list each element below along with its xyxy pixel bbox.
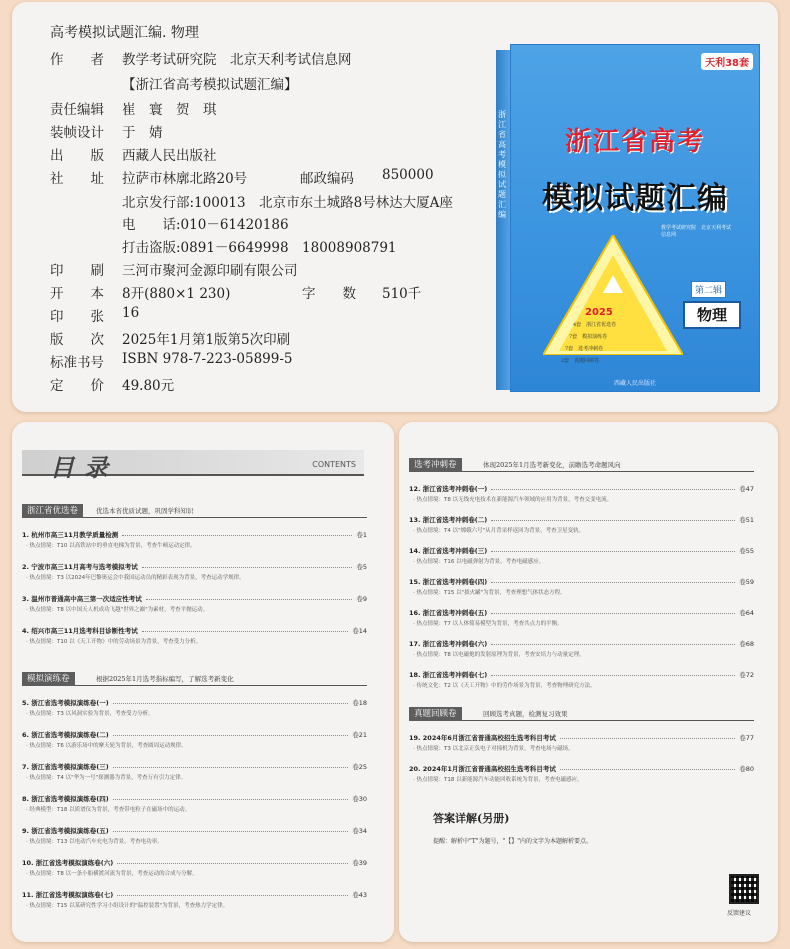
cover-publisher: 西藏人民出版社 [613,380,656,387]
copyright-row-value: 三河市聚河金源印刷有限公司 [122,263,298,279]
toc-section-note: 根据2025年1月选考指标编写，了解选考新变化 [96,675,234,683]
toc-entry-title: 2. 宁波市高三11月高考与选考模拟考试 [22,563,138,571]
copyright-row-value: 崔 寰 贺 琪 [122,102,217,118]
toc-section-tag: 模拟演练卷 [22,672,75,686]
spine-text: 浙江省高考模拟试题汇编 [498,110,506,219]
toc-entry-page: 卷59 [739,578,754,586]
toc-entry-page: 卷5 [356,563,367,571]
cover-editor: 教学考试研究院 北京天利考试信息网 [661,225,732,238]
toc-entry-title: 7. 浙江省选考模拟演练卷(三) [22,763,109,771]
copyright-row-label: 印 张 [50,309,104,325]
toc-entry-hint: · 热点情境：T8 以一条小船横渡河流为背景，考查运动的合成与分解。 [26,871,198,877]
toc-leader-dots [491,613,735,614]
toc-entry-title: 13. 浙江省选考冲刺卷(二) [409,516,488,524]
toc-entry-hint: · 经典模型：T18 以质谱仪为背景，考查带电粒子在磁场中的运动。 [26,807,191,813]
copyright-row [50,191,453,211]
answer-note: 提醒：解析中"T"为题号，"【】"内的文字为本题解析要点。 [433,838,593,845]
postcode-value: 850000 [382,167,434,183]
toc-entry-page: 卷55 [739,547,754,555]
toc-entry-title: 8. 浙江省选考模拟演练卷(四) [22,795,109,803]
toc-leader-dots [491,582,735,583]
cover-title-line2: 模拟试题汇编 [542,181,728,216]
toc-entry-title: 10. 浙江省选考模拟演练卷(六) [22,859,114,867]
toc-leader-dots [560,769,735,770]
toc-section-header [22,504,367,518]
toc-right-card [399,422,778,942]
toc-section-note: 体现2025年1月选考新变化，前瞻选考命题风向 [483,461,621,469]
toc-leader-dots [113,703,348,704]
copyright-row-label: 作 者 [50,52,104,68]
toc-entry-page: 卷1 [356,531,367,539]
copyright-row [50,213,289,233]
toc-section-header [22,672,367,686]
toc-section-tag: 真题回顾卷 [409,707,462,721]
copyright-row-value: 西藏人民出版社 [122,148,217,164]
toc-section-header [409,707,754,721]
copyright-row-label: 版 次 [50,332,104,348]
toc-leader-dots [560,738,735,739]
copyright-row-label: 社 址 [50,171,104,187]
tier-3: 7套 选考冲刺卷 [565,346,604,352]
words-label: 字 数 [302,286,356,302]
toc-leader-dots [491,551,735,552]
copyright-row-value: ISBN 978-7-223-05899-5 [122,351,293,367]
book-cover [496,44,760,392]
copyright-row [50,144,217,164]
copyright-row-value: 2025年1月第1版第5次印刷 [122,332,291,348]
copyright-row [50,98,217,118]
toc-leader-dots [142,567,352,568]
toc-entry-page: 卷47 [739,485,754,493]
toc-entry-hint: · 热点情境：T7 以人体简易模型为背景，考查共点力的平衡。 [413,621,563,627]
toc-entry-hint: · 热点情境：T13 以电动汽车充电为背景，考查电功率。 [26,839,163,845]
toc-leader-dots [117,863,348,864]
copyright-row-label: 开 本 [50,286,104,302]
copyright-row [50,328,291,348]
toc-entry-hint: · 热点情境：T3 以2024年巴黎奥运会中我国运动员的精彩表现为背景，考查运动学规律。 [26,575,245,581]
toc-section-note: 回顾选考真题，检测复习效果 [483,710,568,718]
subject-badge: 物理 [683,301,741,329]
copyright-row-value: 16 [122,305,140,321]
copyright-card [12,2,778,412]
copyright-row-label: 出 版 [50,148,104,164]
toc-leader-dots [491,675,735,676]
tier-4: 2套 真题回顾卷 [561,358,600,364]
words-value: 510千 [382,286,422,302]
pyramid-graphic [543,235,683,355]
copyright-row [50,48,352,68]
toc-heading: 目录 [50,453,118,482]
toc-heading-en: CONTENTS [312,460,356,469]
toc-entry-page: 卷64 [739,609,754,617]
toc-entry-page: 卷80 [739,765,754,773]
copyright-row-value: 拉萨市林廓北路20号 [122,171,248,187]
toc-entry-title: 1. 杭州市高三11月教学质量检测 [22,531,119,539]
toc-entry-title: 4. 绍兴市高三11月选考科目诊断性考试 [22,627,138,635]
toc-left-card [12,422,394,942]
copyright-row-value: 打击盗版:0891－6649998 18008908791 [122,240,397,256]
toc-entry-hint: · 热点情境：T3 以北京正负电子对撞机为背景，考查电场与磁场。 [413,746,574,752]
toc-entry-hint: · 热点情境：T4 以"华为一号"探测器为背景，考查万有引力定律。 [26,775,187,781]
qr-code[interactable] [729,874,759,904]
copyright-row-label: 定 价 [50,378,104,394]
toc-leader-dots [142,631,348,632]
copyright-row [50,374,175,394]
toc-entry-hint: · 热点情境：T6 以游乐场中的摩天轮为背景，考查圆周运动规律。 [26,743,187,749]
toc-entry-hint: · 热点情境：T10 以《天工开物》中的劳动场景为背景，考查受力分析。 [26,639,202,645]
postcode-label: 邮政编码 [300,171,354,187]
toc-entry-title: 18. 浙江省选考冲刺卷(七) [409,671,488,679]
copyright-row-label: 标准书号 [50,355,104,371]
copyright-row-value: 电 话:010－61420186 [122,217,289,233]
toc-entry-hint: · 热点情境：T4 以"嫦娥六号"从月背采样返回为背景，考查卫星变轨。 [413,528,585,534]
toc-entry-page: 卷39 [352,859,367,867]
copyright-row-value: 北京发行部:100013 北京市东土城路8号林达大厦A座 [122,195,453,211]
copyright-row-value: 教学考试研究院 北京天利考试信息网 [122,52,352,68]
copyright-row [50,282,231,302]
toc-entry-hint: · 传统文化：T2 以《天工开物》中的劳作场景为背景，考查物理研究方法。 [413,683,596,689]
copyright-row [50,236,397,256]
toc-entry-title: 20. 2024年1月浙江省普通高校招生选考科目考试 [409,765,556,773]
toc-entry-hint: · 热点情境：T3 以风洞实验为背景，考查受力分析。 [26,711,154,717]
toc-leader-dots [113,831,348,832]
toc-entry-hint: · 热点情境：T10 以高铁站中的垂直电梯为背景，考查牛顿运动定律。 [26,543,196,549]
copyright-row-value: 【浙江省高考模拟试题汇编】 [122,77,298,93]
toc-leader-dots [113,735,348,736]
toc-entry-title: 5. 浙江省选考模拟演练卷(一) [22,699,109,707]
toc-heading-bar [22,450,364,482]
toc-section-tag: 选考冲刺卷 [409,458,462,472]
toc-entry-page: 卷9 [356,595,367,603]
toc-entry-page: 卷51 [739,516,754,524]
toc-entry-title: 6. 浙江省选考模拟演练卷(二) [22,731,109,739]
toc-leader-dots [113,799,348,800]
toc-entry-hint: · 热点情境：T15 以"拔火罐"为背景，考查理想气体状态方程。 [413,590,566,596]
toc-entry-title: 3. 温州市普通高中高三第一次适应性考试 [22,595,142,603]
toc-entry-page: 卷25 [352,763,367,771]
copyright-row [50,259,298,279]
toc-entry-title: 19. 2024年6月浙江省普通高校招生选考科目考试 [409,734,556,742]
toc-entry-page: 卷43 [352,891,367,899]
copyright-row-value: 49.80元 [122,378,175,394]
copyright-row-value: 于 婧 [122,125,163,141]
toc-leader-dots [491,644,735,645]
toc-leader-dots [491,489,735,490]
copyright-row-label: 责任编辑 [50,102,104,118]
qr-label: 反馈建议 [727,910,752,917]
toc-entry-hint: · 热点情境：T18 以新能源汽车动能回收系统为背景，考查电磁感应。 [413,777,583,783]
edition-badge: 第二辑 [691,281,726,298]
copyright-row [50,73,298,93]
answer-title: 答案详解(另册) [433,812,510,825]
cover-title-line1: 浙江省高考 [564,127,705,157]
toc-leader-dots [113,767,348,768]
toc-entry-title: 16. 浙江省选考冲刺卷(五) [409,609,488,617]
toc-entry-hint: · 热点情境：T16 以电磁弹射为背景，考查电磁感应。 [413,559,545,565]
book-title: 高考模拟试题汇编. 物理 [50,25,199,41]
toc-entry-title: 9. 浙江省选考模拟演练卷(五) [22,827,109,835]
toc-entry-page: 卷21 [352,731,367,739]
toc-leader-dots [491,520,735,521]
toc-section-header [409,458,754,472]
copyright-row [50,121,163,141]
copyright-row [50,351,293,371]
copyright-row-label: 印 刷 [50,263,104,279]
cover-year: 2025 [585,307,613,318]
toc-entry-page: 卷68 [739,640,754,648]
toc-section-tag: 浙江省优选卷 [22,504,83,518]
toc-entry-title: 12. 浙江省选考冲刺卷(一) [409,485,488,493]
copyright-row-label: 装帧设计 [50,125,104,141]
copyright-row-value: 8开(880×1 230) [122,286,231,302]
toc-leader-dots [122,535,352,536]
toc-entry-hint: · 热点情境：T15 以某研究性学习小组设计的"温控装置"为背景，考查热力学定律。 [26,903,229,909]
copyright-row [50,167,248,187]
toc-entry-page: 卷77 [739,734,754,742]
toc-entry-title: 14. 浙江省选考冲刺卷(三) [409,547,488,555]
tier-1: 4套 浙江省优选卷 [573,322,617,328]
toc-entry-title: 15. 浙江省选考冲刺卷(四) [409,578,488,586]
toc-entry-title: 11. 浙江省选考模拟演练卷(七) [22,891,114,899]
toc-entry-hint: · 热点情境：T8 以中国天人机成功飞越"世界之巅"为素材，考查平抛运动。 [26,607,209,613]
toc-entry-page: 卷30 [352,795,367,803]
toc-entry-page: 卷34 [352,827,367,835]
cover-front [510,44,760,392]
toc-section-note: 优选本省优质试题，巩固学科知识 [96,507,194,515]
toc-entry-page: 卷14 [352,627,367,635]
toc-entry-page: 卷72 [739,671,754,679]
toc-entry-title: 17. 浙江省选考冲刺卷(六) [409,640,488,648]
brand-logo: 天利38套 [701,53,753,70]
toc-leader-dots [117,895,348,896]
toc-entry-hint: · 热点情境：T8 以电磁炮的发射原理为背景，考查安培力与动量定理。 [413,652,585,658]
toc-leader-dots [146,599,352,600]
toc-entry-hint: · 热点情境：T8 以无线充电技术在新能源汽车领域的应用为背景，考查交变电流。 [413,497,613,503]
copyright-row [50,305,140,325]
toc-entry-page: 卷18 [352,699,367,707]
tier-2: 7套 模拟演练卷 [569,334,608,340]
